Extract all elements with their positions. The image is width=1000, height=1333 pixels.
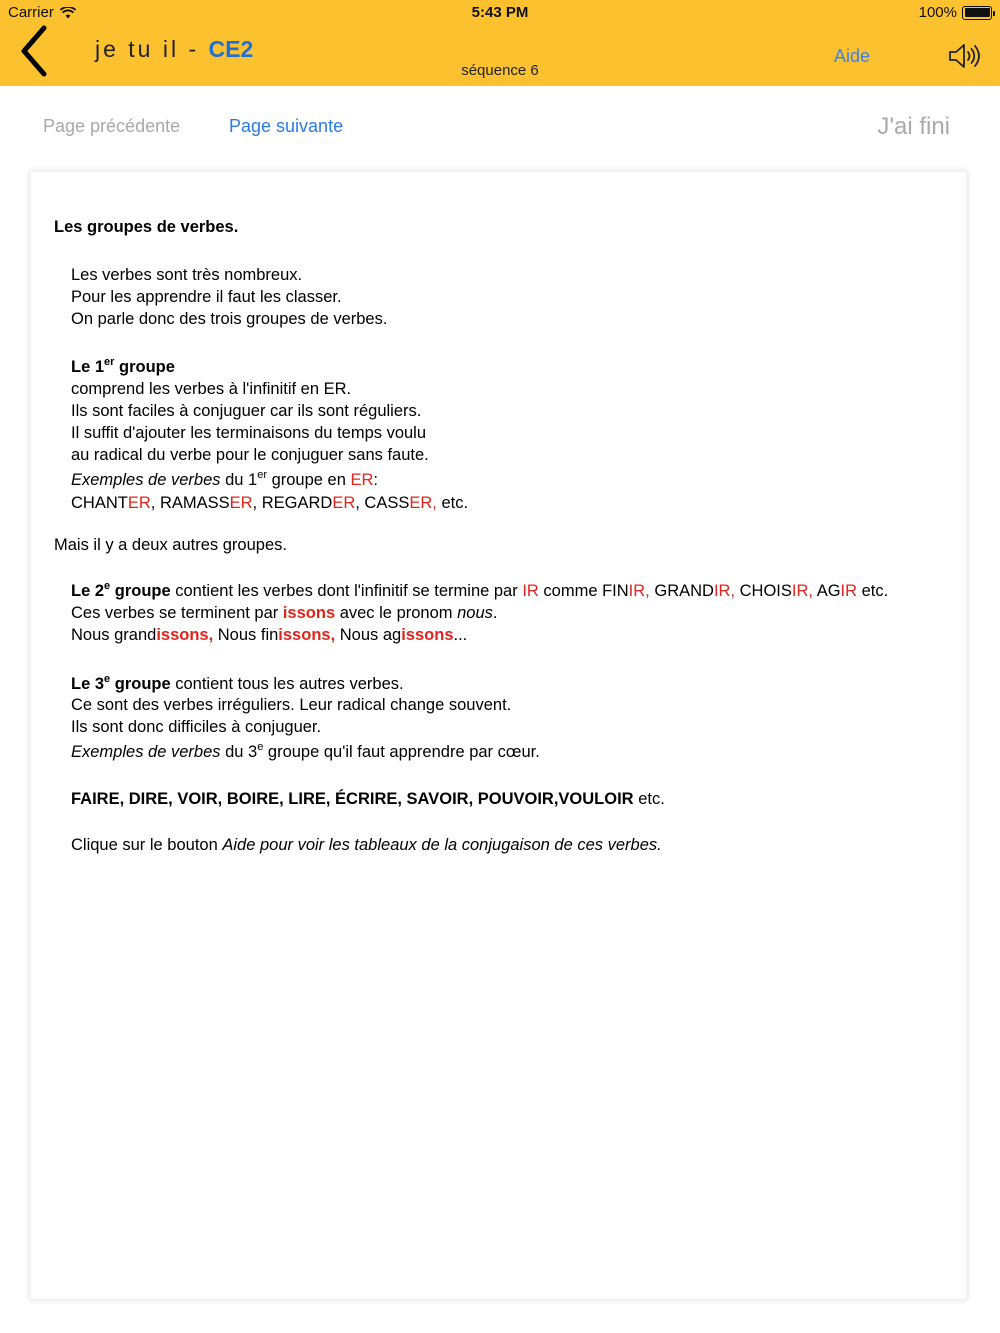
group1-line: Il suffit d'ajouter les terminaisons du temps voulu	[71, 424, 427, 442]
group3-verb-list: FAIRE, DIRE, VOIR, BOIRE, LIRE, ÉCRIRE, SAVOIR, POUVOIR,VOULOIR etc.	[71, 790, 665, 808]
group3-heading-line: Le 3e groupe contient tous les autres verbes.	[71, 673, 404, 693]
group3-line: Ce sont des verbes irréguliers. Leur radical change souvent.	[71, 696, 512, 714]
group1-heading: Le 1er groupe	[71, 356, 175, 376]
group3-examples-intro: Exemples de verbes du 3e groupe qu'il faut apprendre par cœur.	[71, 741, 540, 761]
battery-percent: 100%	[918, 4, 957, 21]
lesson-title: Les groupes de verbes.	[54, 218, 239, 236]
help-instruction: Clique sur le bouton Aide pour voir les tableaux de la conjugaison de ces verbes.	[71, 836, 662, 854]
verb-example: REGARDER,	[261, 494, 365, 512]
group1-line: Ils sont faciles à conjuguer car ils sont réguliers.	[71, 402, 422, 420]
previous-page-button[interactable]: Page précédente	[43, 116, 181, 136]
app-title	[95, 36, 253, 63]
verb-example: CHANTER,	[71, 494, 160, 512]
group1-line: au radical du verbe pour le conjuguer sans faute.	[71, 446, 429, 464]
group1-examples-intro: Exemples de verbes du 1er groupe en ER:	[71, 469, 378, 489]
transition-line: Mais il y a deux autres groupes.	[54, 536, 287, 554]
group2-conjugation-line: Nous grandissons, Nous finissons, Nous agissons...	[71, 626, 468, 644]
group1-verb-list	[71, 492, 468, 514]
next-page-button[interactable]: Page suivante	[229, 116, 344, 136]
title-prefix: je tu il -	[95, 36, 200, 62]
battery-icon	[962, 6, 992, 20]
intro-line: Pour les apprendre il faut les classer.	[71, 288, 342, 306]
group2-heading-line: Le 2e groupe contient les verbes dont l'infinitif se termine par IR comme FINIR, GRANDIR, CHOISIR, AGIR etc.	[71, 580, 889, 600]
title-level: CE2	[208, 36, 254, 62]
group3-line: Ils sont donc difficiles à conjuguer.	[71, 718, 322, 736]
help-button[interactable]: Aide	[834, 46, 871, 66]
verb-example: CASSER, etc.	[364, 494, 469, 512]
app-header	[0, 0, 1000, 86]
intro-line: On parle donc des trois groupes de verbes.	[71, 310, 388, 328]
status-battery	[919, 4, 992, 21]
group2-line: Ces verbes se terminent par issons avec le pronom nous.	[71, 604, 498, 622]
carrier-label: Carrier	[8, 4, 54, 21]
sequence-subtitle: séquence 6	[461, 62, 539, 79]
verb-example: RAMASSER,	[159, 494, 262, 512]
speaker-icon[interactable]	[948, 42, 982, 70]
finished-button[interactable]: J'ai fini	[877, 113, 950, 140]
group1-line: comprend les verbes à l'infinitif en ER.	[71, 380, 352, 398]
intro-line: Les verbes sont très nombreux.	[71, 266, 303, 284]
status-time: 5:43 PM	[471, 4, 529, 21]
